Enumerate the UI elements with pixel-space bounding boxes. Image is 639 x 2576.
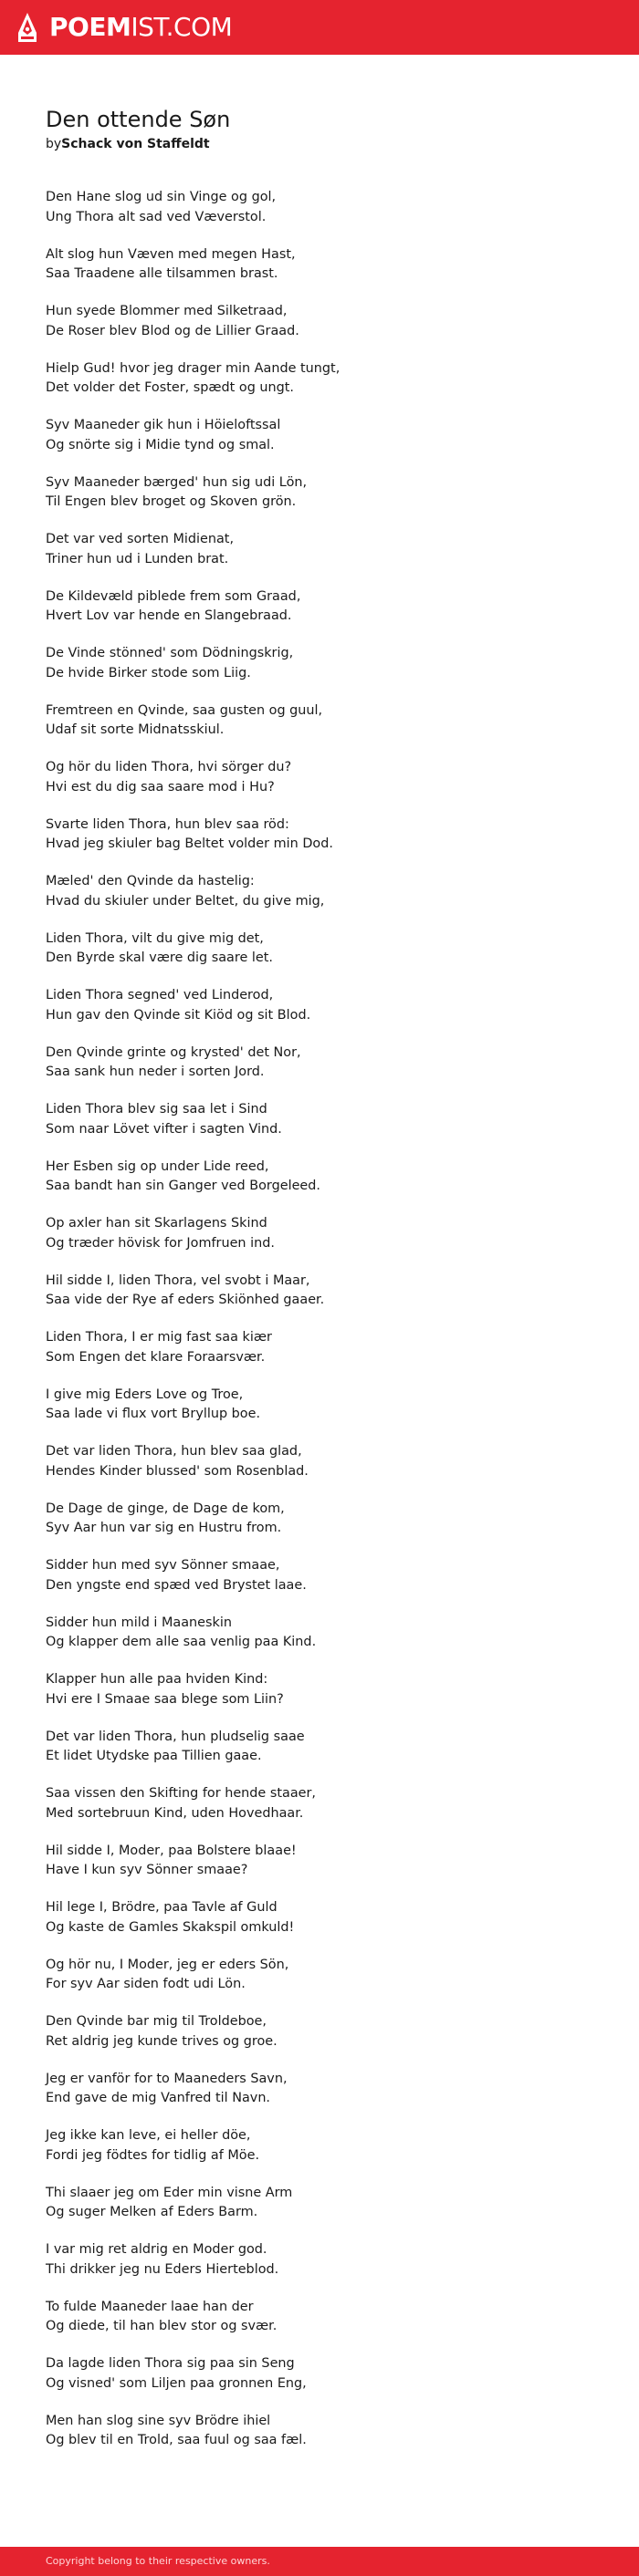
poem-stanza (46, 1898, 593, 1937)
poem-line: Og suger Melken af Eders Barm. (46, 2205, 258, 2219)
poem-stanza (46, 1442, 593, 1481)
poem-title: Den ottende Søn (46, 107, 231, 132)
poem-line: Alt slog hun Væven med megen Hast, (46, 246, 296, 262)
copyright-notice: Copyright belong to their respective owners. (46, 2555, 270, 2567)
poem-line: Klapper hun alle paa hviden Kind: (46, 1672, 268, 1687)
poem-line: Med sortebruun Kind, uden Hovedhaar. (46, 1805, 304, 1821)
poem-line: Den Qvinde grinte og krysted' det Nor, (46, 1044, 301, 1060)
poem-stanza (46, 416, 593, 455)
poem-stanza (46, 930, 593, 969)
poem-line: Hil sidde I, Moder, paa Bolstere blaae! (46, 1843, 297, 1858)
poem-stanza (46, 2012, 593, 2051)
poem-line: Og klapper dem alle saa venlig paa Kind. (46, 1635, 317, 1649)
poem-line: Hvad du skiuler under Beltet, du give mig, (46, 893, 325, 909)
poem-stanza (46, 1956, 593, 1995)
poem-stanza (46, 2126, 593, 2166)
poem-stanza (46, 701, 593, 741)
poem-line: Mæled' den Qvinde da hastelig: (46, 874, 255, 888)
poem-body (46, 188, 593, 2451)
poem-stanza (46, 188, 593, 227)
poem-line: Til Engen blev broget og Skoven grön. (46, 494, 297, 509)
poem-line: Fordi jeg födtes for tidlig af Möe. (46, 2147, 260, 2163)
poem-line: Svarte liden Thora, hun blev saa röd: (46, 816, 289, 832)
poem-stanza (46, 2412, 593, 2451)
poem-line: Op axler han sit Skarlagens Skind (46, 1216, 267, 1231)
poem-line: For syv Aar siden fodt udi Lön. (46, 1977, 246, 1991)
poem-line: Som naar Lövet vifter i sagten Vind. (46, 1121, 282, 1137)
poem-line: Sidder hun mild i Maaneskin (46, 1615, 232, 1630)
poem-line: Og hör du liden Thora, hvi sörger du? (46, 760, 292, 774)
poem-line: De Vinde stönned' som Dödningskrig, (46, 646, 294, 660)
byline-prefix: by (46, 137, 62, 151)
poem-line: Saa Traadene alle tilsammen brast. (46, 266, 278, 281)
poem-line: Jeg er vanför for to Maaneders Savn, (46, 2071, 288, 2086)
poem-line: Den Qvinde bar mig til Troldeboe, (46, 2014, 267, 2029)
poem-line: Thi slaaer jeg om Eder min visne Arm (46, 2185, 293, 2200)
poem-line: Syv Maaneder bærged' hun sig udi Lön, (46, 474, 308, 490)
poem-stanza (46, 2354, 593, 2394)
site-footer (0, 2547, 639, 2576)
poem-line: Triner hun ud i Lunden brat. (46, 551, 229, 566)
poem-line: Hil sidde I, liden Thora, vel svobt i Maar, (46, 1272, 310, 1288)
poem-line: Et lidet Utydske paa Tillien gaae. (46, 1749, 262, 1763)
poem-line: Hielp Gud! hvor jeg drager min Aande tungt, (46, 360, 340, 376)
poem-stanza (46, 530, 593, 569)
poem-stanza (46, 1556, 593, 1595)
poem-stanza (46, 1272, 593, 1311)
poem-line: Liden Thora segned' ved Linderod, (46, 988, 274, 1002)
poem-line: Syv Aar hun var sig en Hustru from. (46, 1521, 282, 1535)
poem-stanza (46, 2298, 593, 2337)
poem-stanza (46, 473, 593, 513)
poem-stanza (46, 2240, 593, 2280)
poem-stanza (46, 1214, 593, 1253)
poem-line: Det volder det Foster, spædt og ungt. (46, 380, 295, 395)
poem-stanza (46, 1328, 593, 1367)
logo-text-light: IST.COM (131, 12, 233, 42)
poem-line: Hun syede Blommer med Silketraad, (46, 304, 288, 318)
poem-line: Hvi ere I Smaae saa blege som Liin? (46, 1691, 284, 1707)
poem-stanza (46, 587, 593, 627)
poem-line: To fulde Maaneder laae han der (46, 2299, 254, 2314)
site-logo-link[interactable] (16, 12, 232, 43)
poem-line: Hendes Kinder blussed' som Rosenblad. (46, 1463, 309, 1479)
poem-line: Men han slog sine syv Brödre ihiel (46, 2413, 271, 2428)
poem-stanza (46, 302, 593, 341)
poem-line: Og visned' som Liljen paa gronnen Eng, (46, 2375, 307, 2391)
logo-text-bold: POEM (49, 12, 131, 42)
poem-line: Her Esben sig op under Lide reed, (46, 1158, 269, 1174)
poem-line: End gave de mig Vanfred til Navn. (46, 2091, 271, 2105)
poem-line: Saa lade vi flux vort Bryllup boe. (46, 1407, 261, 1421)
poem-content (46, 107, 593, 2468)
poem-line: Den yngste end spæd ved Brystet laae. (46, 1577, 307, 1593)
poem-line: Ret aldrig jeg kunde trives og groe. (46, 2033, 278, 2049)
poem-line: Thi drikker jeg nu Eders Hierteblod. (46, 2261, 279, 2277)
poem-stanza (46, 1614, 593, 1653)
poem-line: Syv Maaneder gik hun i Höieloftssal (46, 418, 281, 432)
poem-byline (46, 134, 593, 154)
poem-line: Liden Thora, I er mig fast saa kiær (46, 1330, 272, 1345)
poem-line: Og snörte sig i Midie tynd og smal. (46, 437, 275, 452)
site-header (0, 0, 639, 55)
poem-line: Som Engen det klare Foraarsvær. (46, 1349, 266, 1365)
poem-line: Og hör nu, I Moder, jeg er eders Sön, (46, 1957, 289, 1972)
poem-line: I give mig Eders Love og Troe, (46, 1387, 244, 1402)
poem-line: De Kildevæld piblede frem som Graad, (46, 588, 301, 604)
poem-line: Ung Thora alt sad ved Væverstol. (46, 209, 267, 224)
poem-stanza (46, 872, 593, 911)
poem-line: De hvide Birker stode som Liig. (46, 665, 251, 680)
poem-line: Sidder hun med syv Sönner smaae, (46, 1558, 280, 1573)
poem-line: Hil lege I, Brödre, paa Tavle af Guld (46, 1900, 278, 1915)
poem-line: Det var ved sorten Midienat, (46, 532, 235, 546)
poem-stanza (46, 2070, 593, 2109)
poem-line: Hun gav den Qvinde sit Kiöd og sit Blod. (46, 1007, 311, 1023)
poem-line: I var mig ret aldrig en Moder god. (46, 2242, 267, 2257)
poem-line: Den Byrde skal være dig saare let. (46, 950, 273, 965)
poem-line: Have I kun syv Sönner smaae? (46, 1863, 248, 1877)
poem-stanza (46, 245, 593, 285)
poem-line: Hvad jeg skiuler bag Beltet volder min Dod. (46, 836, 333, 851)
poem-line: Jeg ikke kan leve, ei heller döe, (46, 2128, 251, 2143)
poem-stanza (46, 1784, 593, 1823)
poem-line: Saa bandt han sin Ganger ved Borgeleed. (46, 1179, 320, 1193)
poem-line: Saa vide der Rye af eders Skiönhed gaaer. (46, 1293, 325, 1307)
poem-line: Da lagde liden Thora sig paa sin Seng (46, 2356, 295, 2371)
poem-line: Og diede, til han blev stor og svær. (46, 2319, 278, 2333)
poem-stanza (46, 815, 593, 855)
poem-line: Det var liden Thora, hun blev saa glad, (46, 1444, 302, 1459)
poem-line: De Dage de ginge, de Dage de kom, (46, 1501, 285, 1516)
poem-line: Fremtreen en Qvinde, saa gusten og guul, (46, 702, 323, 718)
poem-line: Hvert Lov var hende en Slangebraad. (46, 608, 292, 623)
poem-line: De Roser blev Blod og de Lillier Graad. (46, 323, 299, 338)
poem-line: Udaf sit sorte Midnatsskiul. (46, 722, 225, 737)
poem-line: Hvi est du dig saa saare mod i Hu? (46, 779, 275, 795)
poem-line: Og kaste de Gamles Skakspil omkuld! (46, 1919, 295, 1935)
poem-line: Saa sank hun neder i sorten Jord. (46, 1065, 265, 1079)
poem-line: Det var liden Thora, hun pludselig saae (46, 1729, 305, 1744)
poem-stanza (46, 1670, 593, 1709)
poem-line: Liden Thora blev sig saa let i Sind (46, 1102, 267, 1117)
site-logo-text (49, 12, 232, 43)
poem-stanza (46, 359, 593, 399)
poem-stanza (46, 1386, 593, 1425)
poem-stanza (46, 1044, 593, 1083)
poem-stanza (46, 1500, 593, 1539)
poem-stanza (46, 758, 593, 797)
poem-stanza (46, 1842, 593, 1881)
poem-stanza (46, 1158, 593, 1197)
poem-line: Den Hane slog ud sin Vinge og gol, (46, 190, 277, 204)
author-link[interactable]: Schack von Staffeldt (61, 137, 210, 151)
poem-stanza (46, 2184, 593, 2223)
poem-line: Og blev til en Trold, saa fuul og saa fæl. (46, 2433, 307, 2447)
poem-stanza (46, 1100, 593, 1139)
poem-line: Liden Thora, vilt du give mig det, (46, 930, 264, 946)
poem-stanza (46, 1728, 593, 1767)
poem-stanza (46, 644, 593, 683)
poem-stanza (46, 986, 593, 1025)
quill-pen-nib-icon (16, 12, 38, 43)
poem-line: Saa vissen den Skifting for hende staaer, (46, 1786, 316, 1801)
poem-line: Og træder hövisk for Jomfruen ind. (46, 1235, 275, 1251)
